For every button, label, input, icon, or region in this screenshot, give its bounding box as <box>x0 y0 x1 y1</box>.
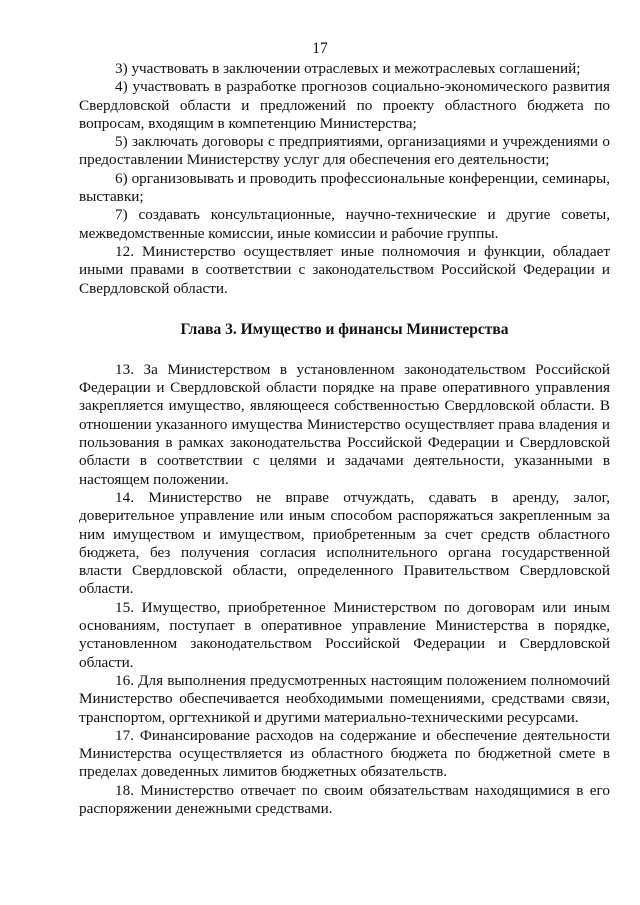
clause-16: 16. Для выполнения предусмотренных настоящим положением полномочий Министерство обеспечивается необходимыми помещениями, средствами связи, транспортом, оргтехникой и другими материально-техническими ресурсами. <box>79 671 610 726</box>
list-item-3: 3) участвовать в заключении отраслевых и межотраслевых соглашений; <box>115 60 581 77</box>
chapter-heading: Глава 3. Имущество и финансы Министерства <box>180 320 509 338</box>
spacer <box>79 339 610 361</box>
spacer <box>79 298 610 321</box>
page-number: 17 <box>312 40 328 57</box>
clause-18: 18. Министерство отвечает по своим обязательствам находящимися в его распоряжении денежными средствами. <box>79 781 610 817</box>
clause-14: 14. Министерство не вправе отчуждать, сдавать в аренду, залог, доверительное управление или иным способом распоряжаться закрепленным за ним имуществом и имуществом, приобретенным за счет средств областного бюджета, без получения согласия исполнительного органа государственной власти Свердловской области, определенного Правительством Свердловской области. <box>79 488 610 598</box>
clause-12: 12. Министерство осуществляет иные полномочия и функции, обладает иными правами в соответствии с законодательством Российской Федерации и Свердловской области. <box>79 242 610 297</box>
list-item-6: 6) организовывать и проводить профессиональные конференции, семинары, выставки; <box>79 169 610 206</box>
list-item-7: 7) создавать консультационные, научно-технические и другие советы, межведомственные комиссии, иные комиссии и рабочие группы. <box>79 206 610 242</box>
list-item-4: 4) участвовать в разработке прогнозов социально-экономического развития Свердловской области и предложений по проекту областного бюджета по вопросам, входящим в компетенцию Министерства; <box>79 78 610 132</box>
document-body <box>79 60 610 818</box>
clause-13: 13. За Министерством в установленном законодательством Российской Федерации и Свердловской области порядке на праве оперативного управления закрепляется имущество, являющееся собственностью Свердловской области. В отношении указанного имущества Министерство осуществляет права владения и пользования в рамках законодательства Российской Федерации и Свердловской области в соответствии с целями и задачами деятельности, указанными в настоящем положении. <box>79 360 610 488</box>
clause-17: 17. Финансирование расходов на содержание и обеспечение деятельности Министерства осуществляется из областного бюджета по бюджетной смете в пределах доведенных лимитов бюджетных обязательств. <box>79 726 610 781</box>
clause-15: 15. Имущество, приобретенное Министерством по договорам или иным основаниям, поступает в оперативное управление Министерства в порядке, установленном законодательством Российской Федерации и Свердловской области. <box>79 598 610 671</box>
list-item-5: 5) заключать договоры с предприятиями, организациями и учреждениями о предоставлении Министерству услуг для обеспечения его деятельности; <box>79 133 610 169</box>
